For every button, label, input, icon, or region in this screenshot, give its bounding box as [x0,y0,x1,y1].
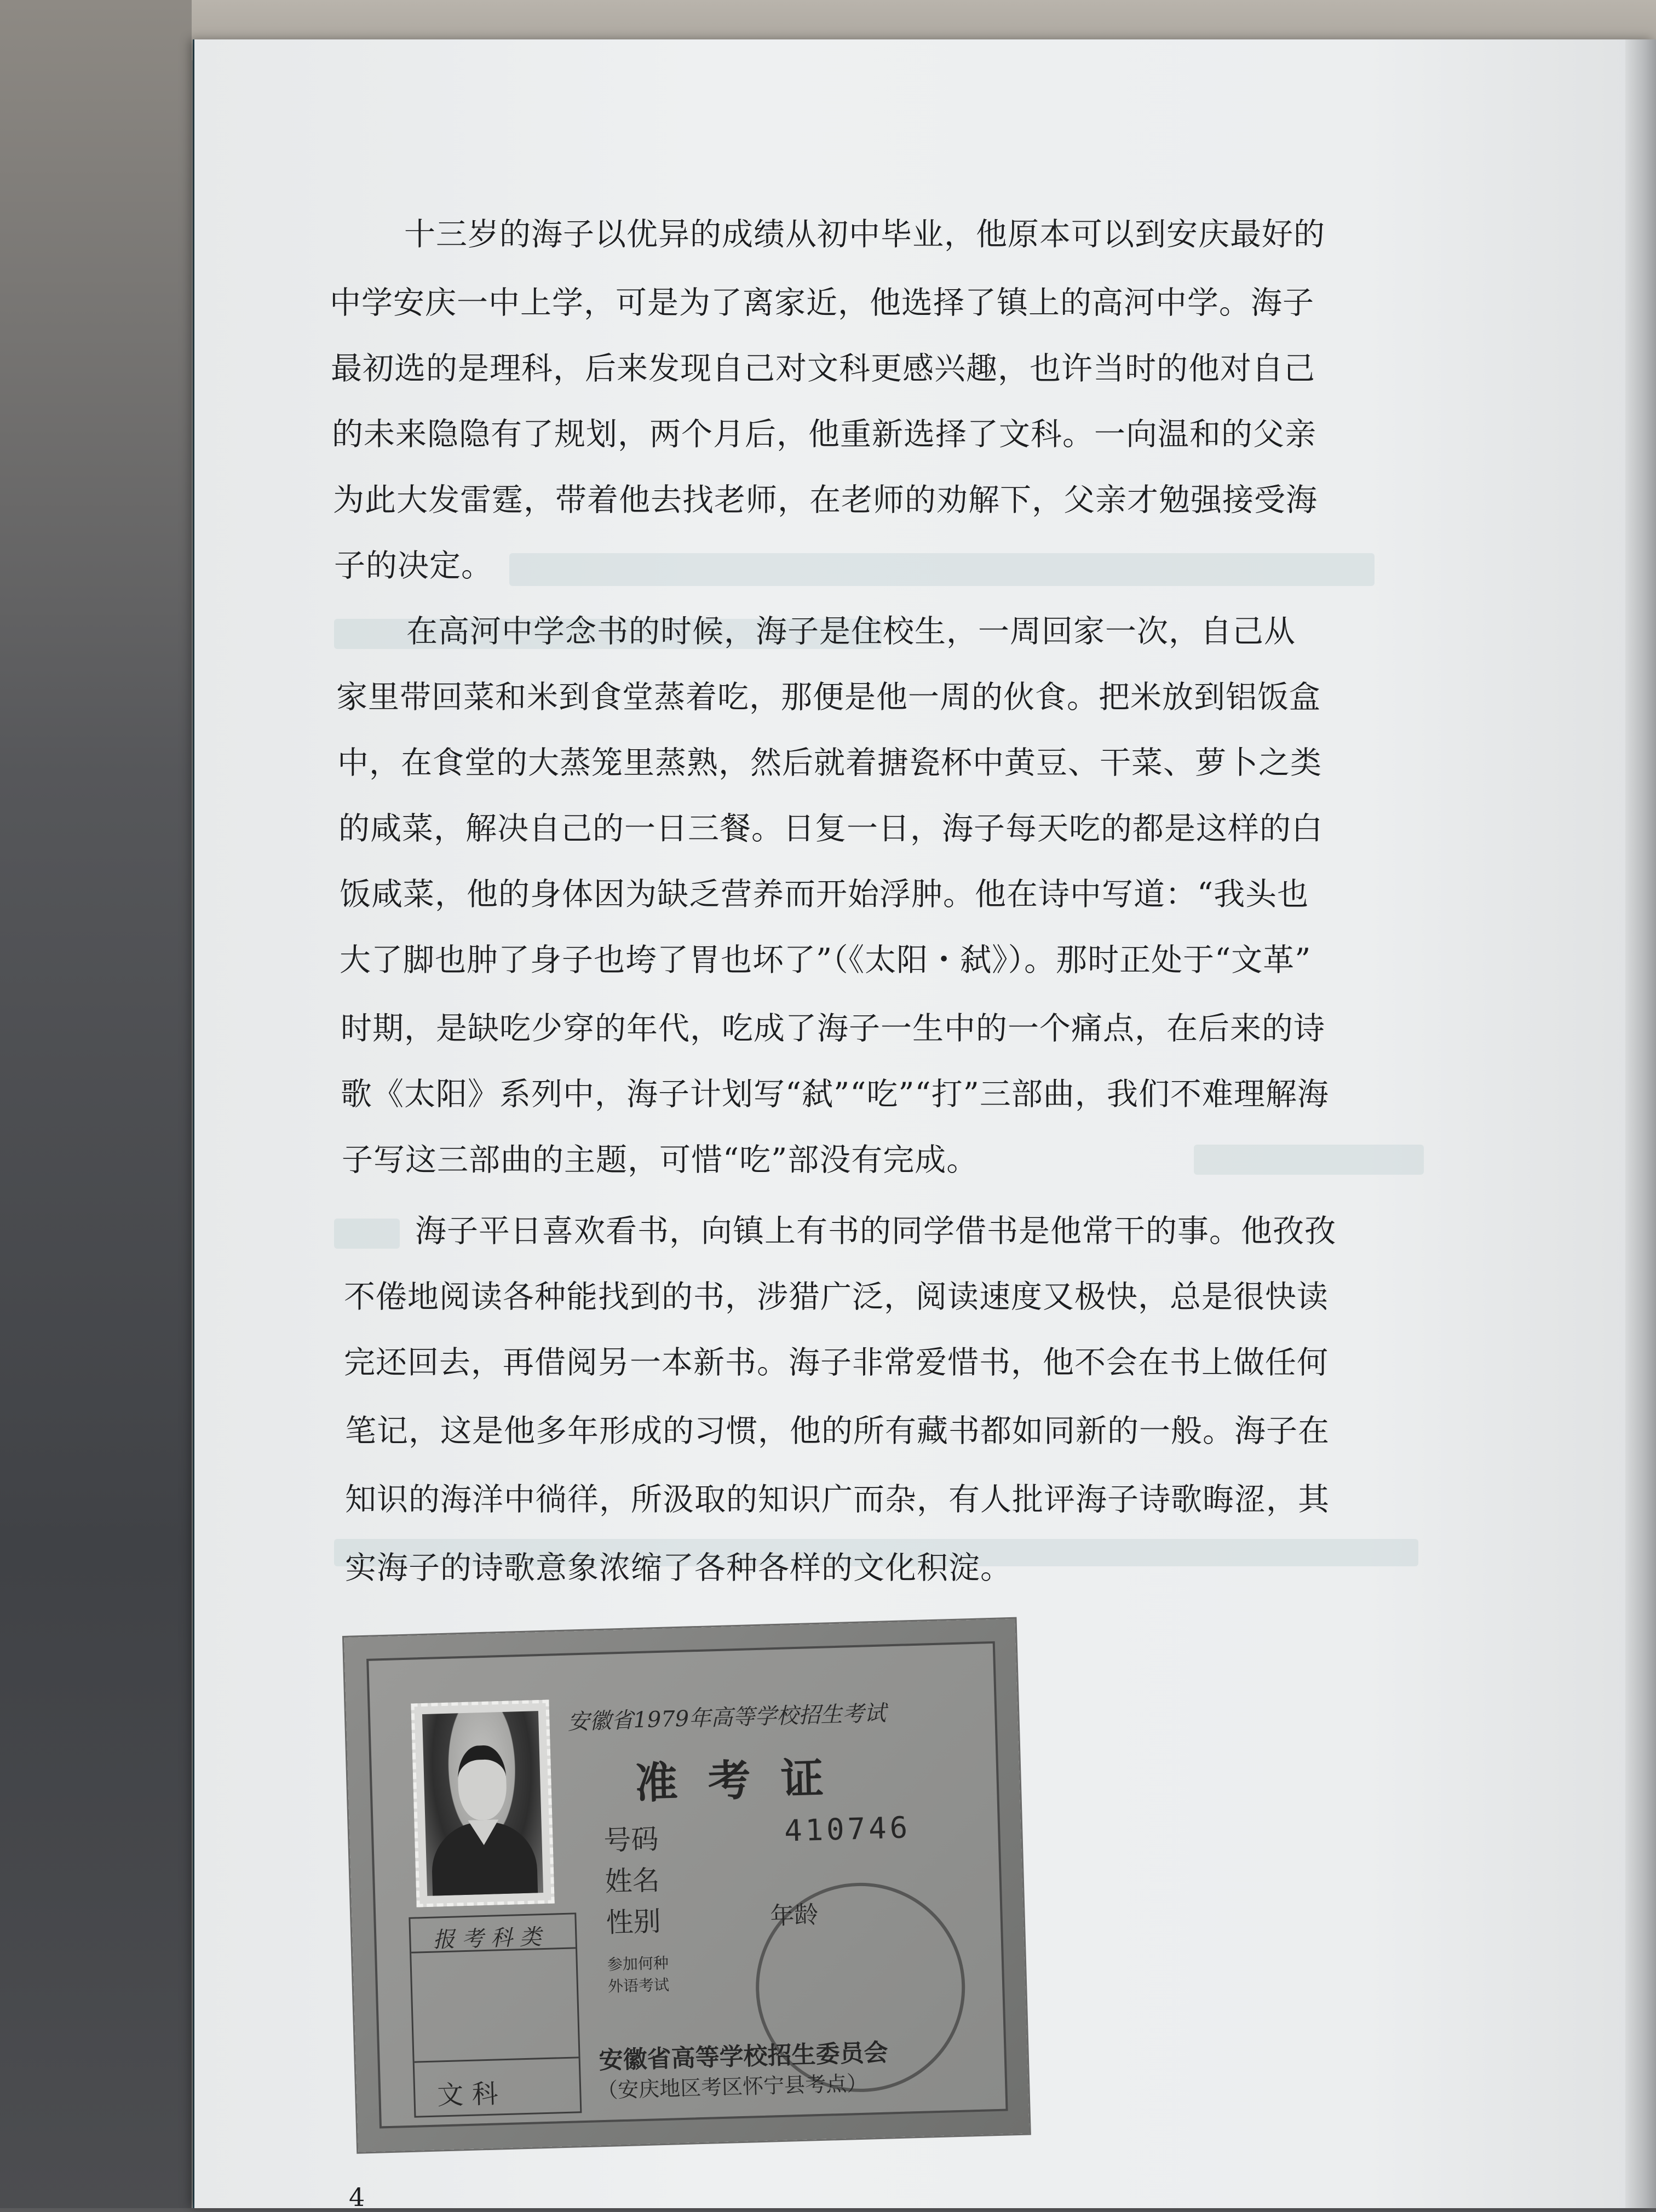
paragraph-3-line-6: 实海子的诗歌意象浓缩了各种各样的文化积淀。 [345,1550,1012,1586]
paragraph-3-line-5: 知识的海洋中徜徉，所汲取的知识广而杂，有人批评海子诗歌晦涩，其 [345,1481,1330,1518]
paragraph-2-line-6: 大了脚也肿了身子也垮了胃也坏了”（《太阳・弑》）。那时正处于“文革” [340,942,1312,978]
paragraph-2-line-7: 时期，是缺吃少穿的年代，吃成了海子一生中的一个痛点，在后来的诗 [341,1010,1325,1047]
paragraph-3-line-3: 完还回去，再借阅另一本新书。海子非常爱惜书，他不会在书上做任何 [344,1345,1329,1381]
subject-value: 文 科 [436,2078,499,2111]
number-label: 号码 [603,1823,659,1857]
paragraph-3-line-4: 笔记，这是他多年形成的习惯，他的所有藏书都如同新的一般。海子在 [345,1413,1330,1449]
portrait-frame [411,1700,554,1908]
misc-label-2: 外语考试 [607,1975,670,1996]
paragraph-3-line-1: 海子平日喜欢看书，向镇上有书的同学借书是他常干的事。他孜孜 [415,1213,1336,1249]
ticket-issuer: 安徽省高等学校招生委员会 [599,2038,889,2075]
admission-ticket-photo [344,1619,1030,2152]
paragraph-2-line-8: 歌《太阳》系列中，海子计划写“弑”“吃”“打”三部曲，我们不难理解海 [341,1076,1329,1112]
portrait-face [457,1745,508,1820]
paragraph-2-line-5: 饭咸菜，他的身体因为缺乏营养而开始浮肿。他在诗中写道：“我头也 [340,876,1309,912]
student-portrait [422,1711,543,1896]
paragraph-2-line-1: 在高河中学念书的时候，海子是住校生，一周回家一次，自己从 [406,613,1296,650]
paragraph-1-line-4: 的未来隐隐有了规划，两个月后，他重新选择了文科。一向温和的父亲 [332,416,1316,452]
age-label: 年龄 [769,1901,819,1931]
subject-box-rule [415,2056,579,2062]
paragraph-1-line-1: 十三岁的海子以优异的成绩从初中毕业，他原本可以到安庆最好的 [404,216,1325,252]
paragraph-3-line-2: 不倦地阅读各种能找到的书，涉猎广泛，阅读速度又极快，总是很快读 [344,1279,1329,1315]
admission-ticket-card [366,1641,1008,2129]
paragraph-1-line-2: 中学安庆一中上学，可是为了离家近，他选择了镇上的高河中学。海子 [330,285,1314,321]
gender-label: 性别 [605,1905,662,1939]
subject-box-label: 报 考 科 类 [432,1924,542,1953]
paragraph-2-line-2: 家里带回菜和米到食堂蒸着吃，那便是他一周的伙食。把米放到铝饭盒 [336,679,1321,715]
subject-box [409,1912,582,2117]
paragraph-1-line-3: 最初选的是理科，后来发现自己对文科更感兴趣，也许当时的他对自己 [331,351,1315,387]
number-value: 410746 [784,1810,912,1848]
ticket-title: 准 考 证 [634,1753,832,1809]
ticket-issuer-sub: （安庆地区考区怀宁县考点） [596,2071,868,2103]
paragraph-1-line-6: 子的决定。 [334,548,493,584]
ticket-header: 安徽省1979年高等学校招生考试 [567,1700,887,1735]
name-label: 姓名 [604,1864,660,1898]
paragraph-2-line-4: 的咸菜，解决自己的一日三餐。日复一日，海子每天吃的都是这样的白 [338,811,1323,847]
page-number: 4 [349,2182,365,2212]
paragraph-2-line-9: 子写这三部曲的主题，可惜“吃”部没有完成。 [342,1142,979,1178]
misc-label-1: 参加何种 [607,1954,669,1974]
paragraph-2-line-3: 中，在食堂的大蒸笼里蒸熟，然后就着搪瓷杯中黄豆、干菜、萝卜之类 [337,745,1322,781]
paragraph-1-line-5: 为此大发雷霆，带着他去找老师，在老师的劝解下，父亲才勉强接受海 [333,482,1318,518]
